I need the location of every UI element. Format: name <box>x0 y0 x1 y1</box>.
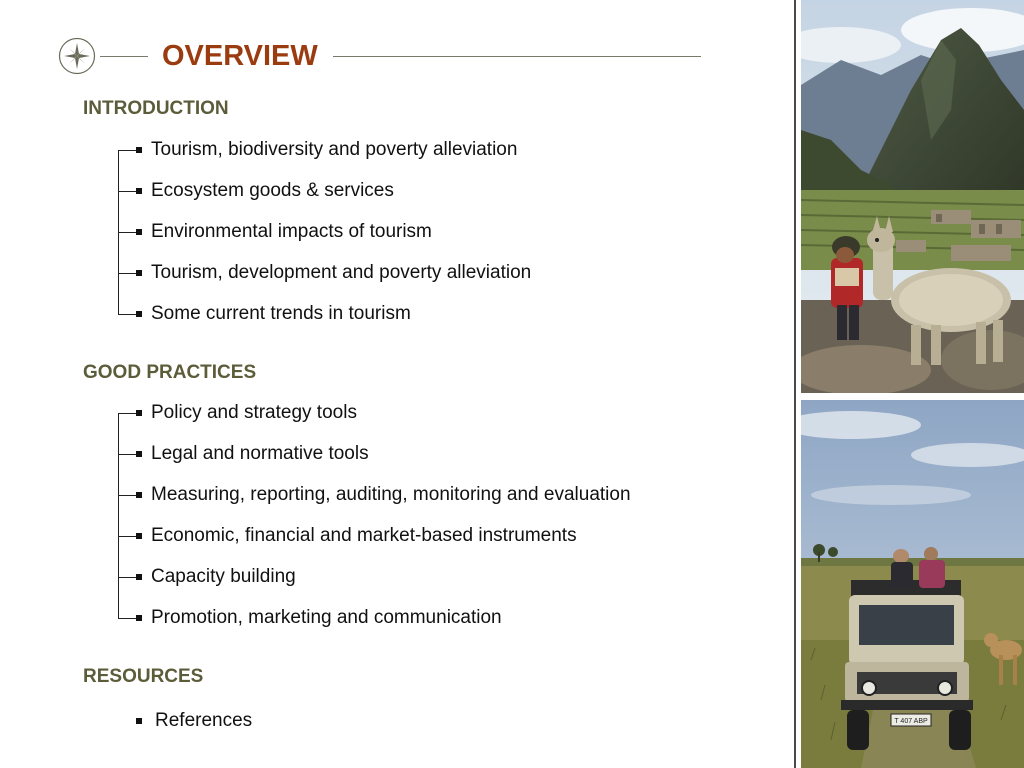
bullet-icon <box>136 147 142 153</box>
header-divider-left <box>100 56 148 57</box>
list-item: Capacity building <box>118 565 296 589</box>
machu-picchu-llama-photo <box>801 0 1024 393</box>
list-item: References <box>136 709 252 733</box>
bullet-icon <box>136 311 142 317</box>
bullet-icon <box>136 574 142 580</box>
license-plate: T 407 ABP <box>894 718 928 725</box>
compass-icon <box>58 37 96 75</box>
list-item: Economic, financial and market-based instruments <box>118 524 577 548</box>
list-item: Promotion, marketing and communication <box>118 606 502 630</box>
header-divider-right <box>333 56 701 57</box>
list-item: Ecosystem goods & services <box>118 179 394 203</box>
column-divider <box>794 0 796 768</box>
bullet-icon <box>136 270 142 276</box>
bullet-icon <box>136 533 142 539</box>
list-item: Policy and strategy tools <box>118 401 357 425</box>
list-item: Some current trends in tourism <box>118 302 411 326</box>
bullet-icon <box>136 615 142 621</box>
list-item: Tourism, biodiversity and poverty alleviation <box>118 138 517 162</box>
list-item: Measuring, reporting, auditing, monitoring and evaluation <box>118 483 631 507</box>
section-heading-introduction: INTRODUCTION <box>83 98 229 119</box>
section-heading-resources: RESOURCES <box>83 666 204 687</box>
bullet-icon <box>136 188 142 194</box>
bullet-icon <box>136 492 142 498</box>
bullet-icon <box>136 718 142 724</box>
list-item: Legal and normative tools <box>118 442 369 466</box>
bullet-icon <box>136 229 142 235</box>
list-item: Environmental impacts of tourism <box>118 220 432 244</box>
bullet-icon <box>136 410 142 416</box>
bullet-icon <box>136 451 142 457</box>
list-item: Tourism, development and poverty alleviation <box>118 261 531 285</box>
section-heading-good-practices: GOOD PRACTICES <box>83 362 257 383</box>
safari-jeep-photo <box>801 400 1024 768</box>
page-title: OVERVIEW <box>162 40 318 72</box>
